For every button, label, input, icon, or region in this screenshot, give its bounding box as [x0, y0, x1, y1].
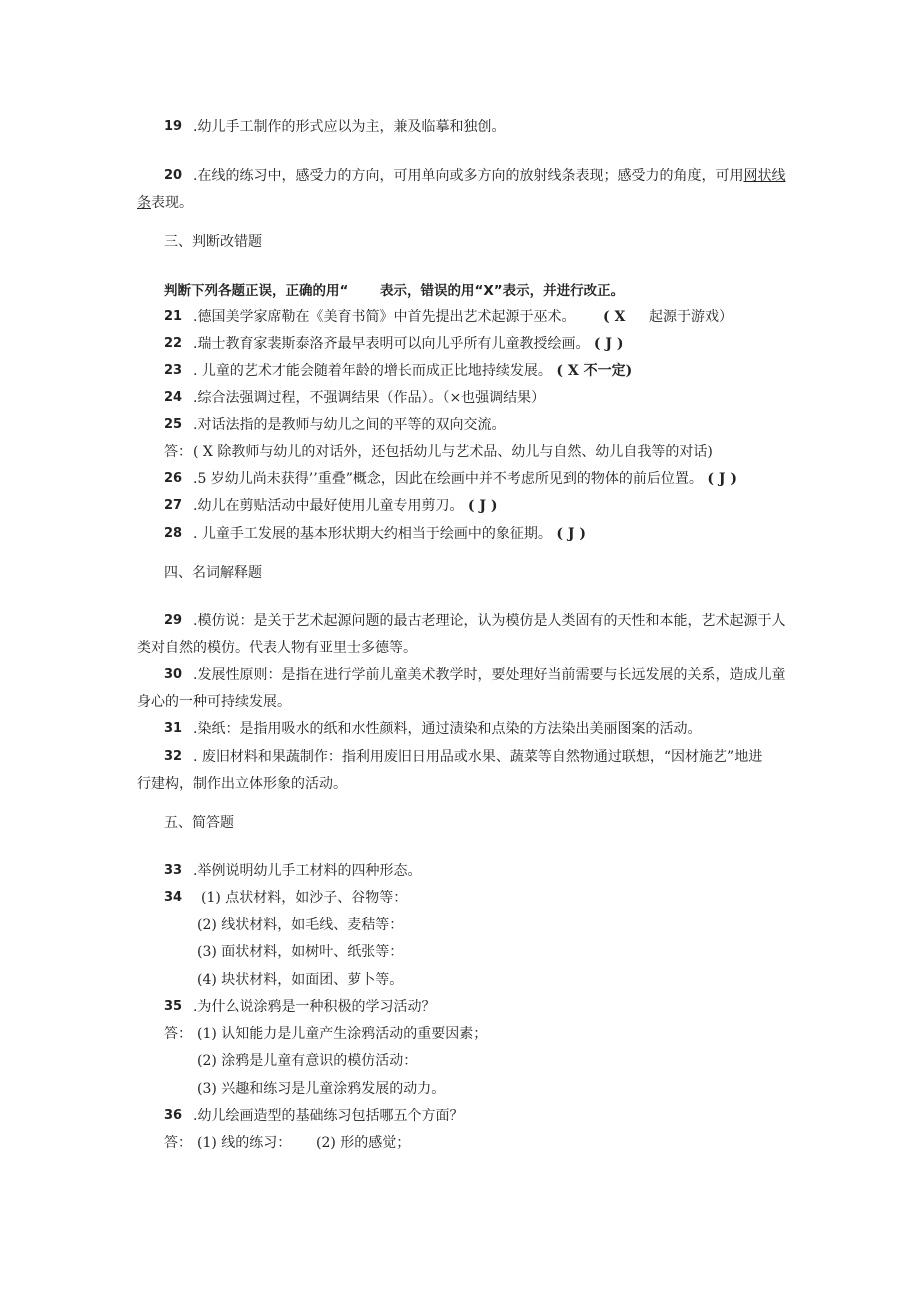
answer-mark: ( J )	[556, 526, 586, 542]
question-number: 30	[164, 667, 183, 682]
list-item: (2) 形的感觉；	[316, 1135, 411, 1151]
question-number: 32	[164, 749, 183, 764]
question-text-main: . 儿童手工发展的基本形状期大约相当于绘画中的象征期。	[193, 526, 552, 542]
correction-text: 起源于游戏）	[649, 309, 733, 325]
question-text: .德国美学家席勒在《美育书简》中首先提出艺术起源于巫术。	[193, 309, 576, 325]
list-item: (2) 涂鸦是儿童有意识的模仿活动：	[197, 1053, 418, 1069]
question-number: 23	[164, 363, 183, 378]
question-text	[193, 361, 632, 381]
continuation-text: 类对自然的模仿。代表人物有亚里士多德等。	[137, 640, 417, 656]
question-number: 25	[164, 417, 183, 432]
list-item: (1) 认知能力是儿童产生涂鸦活动的重要因素；	[197, 1026, 488, 1042]
instruction-part-a: 判断下列各题正误，正确的用“	[164, 283, 349, 299]
question-text: . 废旧材料和果蔬制作：指利用废旧日用品或水果、蔬菜等自然物通过联想，“因材施艺”地进	[193, 749, 763, 765]
list-item: (1) 点状材料，如沙子、谷物等：	[201, 890, 408, 906]
list-item: (4) 块状材料，如面团、萝卜等。	[197, 972, 404, 988]
answer-mark: ( J )	[593, 336, 624, 352]
question-text-main: .瑞士教育家裴斯泰洛齐最早表明可以向儿乎所有儿童教授绘画。	[193, 336, 590, 352]
question-text	[193, 496, 498, 516]
question-text	[193, 524, 586, 544]
list-item: (1) 线的练习：	[197, 1135, 292, 1151]
continuation-rest: 表现。	[151, 195, 193, 211]
question-number: 31	[164, 721, 183, 736]
answer-mark: ( J )	[467, 498, 498, 514]
answer-mark: ( X	[603, 309, 626, 325]
question-number: 19	[164, 119, 183, 134]
question-text: .对话法指的是教师与幼儿之间的平等的双向交流。	[193, 417, 506, 433]
question-text: .为什么说涂鸦是一种积极的学习活动？	[193, 999, 436, 1015]
question-number: 27	[164, 498, 183, 513]
question-number: 24	[164, 390, 183, 405]
question-number: 36	[164, 1108, 183, 1123]
question-number: 28	[164, 526, 183, 541]
question-text-main: .幼儿在剪贴活动中最好使用儿童专用剪刀。	[193, 498, 464, 514]
question-text	[193, 469, 737, 489]
section-heading-3: 三、判断改错题	[164, 234, 262, 250]
answer-mark: ( J )	[707, 471, 737, 487]
question-number: 33	[164, 863, 183, 878]
answer-label: 答：	[164, 1135, 192, 1151]
question-number: 34	[164, 890, 183, 905]
list-item: (3) 面状材料，如树叶、纸张等：	[197, 944, 404, 960]
question-number: 21	[164, 309, 183, 324]
question-text: .幼儿手工制作的形式应以为主，兼及临摹和独创。	[193, 119, 506, 135]
question-text-main: .在线的练习中，感受力的方向，可用单向或多方向的放射线条表现；感受力的角度，可用	[193, 168, 744, 184]
question-text: .举例说明幼儿手工材料的四种形态。	[193, 863, 422, 879]
continuation-text: 行建构，制作出立体形象的活动。	[137, 776, 347, 792]
question-number: 35	[164, 999, 183, 1014]
continuation-text: 身心的一种可持续发展。	[137, 694, 291, 710]
answer-mark: ( X 不一定)	[556, 363, 633, 379]
continuation-text	[137, 193, 193, 213]
underlined-text: 网状线	[743, 168, 786, 184]
question-text: .染纸：是指用吸水的纸和水性颜料，通过渍染和点染的方法染出美丽图案的活动。	[193, 721, 702, 737]
question-text-main: . 儿童的艺术才能会随着年龄的增长而成正比地持续发展。	[193, 363, 552, 379]
question-text: .模仿说：是关于艺术起源问题的最古老理论，认为模仿是人类固有的天性和本能，艺术起源于人	[193, 613, 786, 629]
question-text: .综合法强调过程，不强调结果（作品）。（×也强调结果）	[193, 390, 546, 406]
answer-text: ( X 除教师与幼儿的对话外，还包括幼儿与艺术品、幼儿与自然、幼儿自我等的对话)	[193, 444, 713, 460]
instruction-part-b: 表示，错误的用“X”表示，并进行改正。	[380, 283, 625, 299]
section-heading-5: 五、简答题	[164, 815, 234, 831]
question-text: .幼儿绘画造型的基础练习包括哪五个方面？	[193, 1108, 464, 1124]
question-text	[193, 334, 624, 354]
section-heading-4: 四、名词解释题	[164, 565, 262, 581]
question-number: 22	[164, 336, 183, 351]
question-number: 26	[164, 471, 183, 486]
list-item: (2) 线状材料，如毛线、麦秸等：	[197, 917, 404, 933]
question-text: .发展性原则：是指在进行学前儿童美术教学时，要处理好当前需要与长远发展的关系，造成儿童	[193, 667, 786, 683]
question-text-main: .5 岁幼儿尚未获得’’重叠”概念，因此在绘画中并不考虑所见到的物体的前后位置。	[193, 471, 703, 487]
answer-label: 答：	[164, 1026, 192, 1042]
question-number: 20	[164, 168, 183, 183]
list-item: (3) 兴趣和练习是儿童涂鸦发展的动力。	[197, 1081, 446, 1097]
underlined-text: 条	[137, 195, 151, 211]
question-text	[193, 166, 785, 186]
question-number: 29	[164, 613, 183, 628]
answer-label: 答：	[164, 444, 192, 460]
